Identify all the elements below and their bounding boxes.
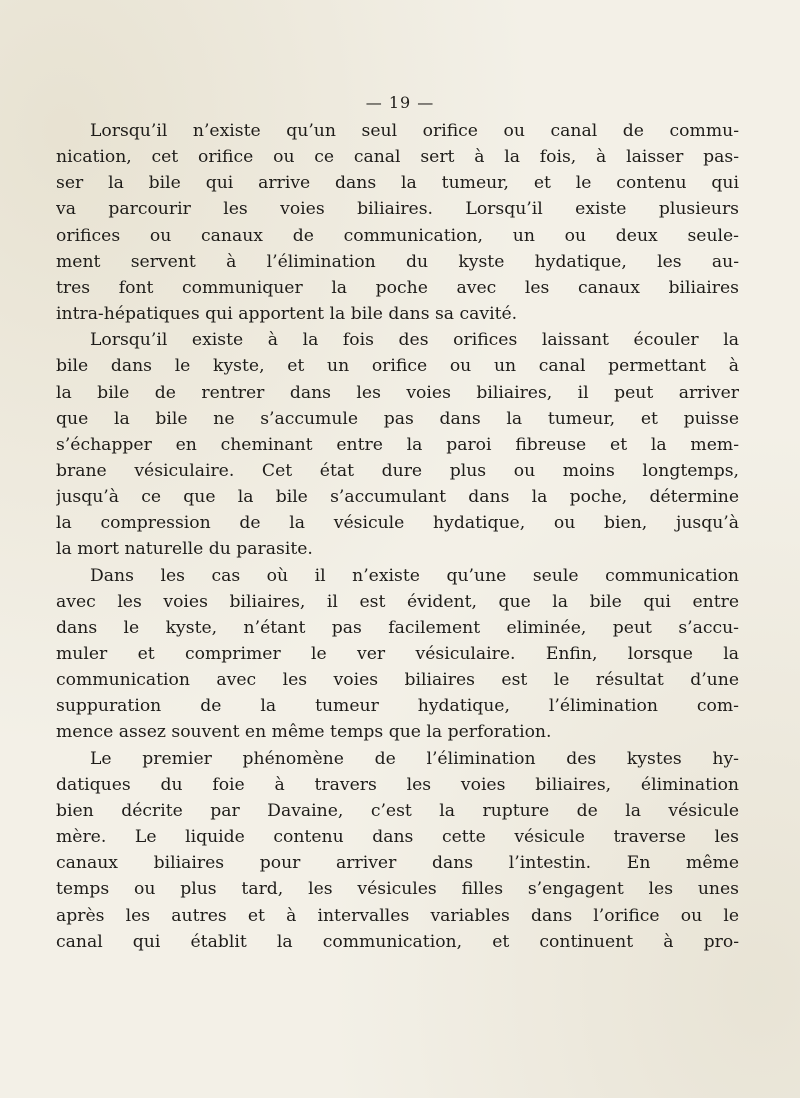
text-line: canaux biliaires pour arriver dans l’intestin. En même — [56, 853, 739, 874]
text-line: canal qui établit la communication, et continuent à pro- — [56, 931, 739, 952]
text-line: bien décrite par Davaine, c’est la rupture de la vésicule — [56, 800, 739, 821]
text-line: que la bile ne s’accumule pas dans la tumeur, et puisse — [56, 408, 739, 429]
text-line: suppuration de la tumeur hydatique, l’élimination com- — [56, 696, 739, 717]
text-line: Lorsqu’il existe à la fois des orifices laissant écouler la — [90, 330, 739, 351]
text-line: Dans les cas où il n’existe qu’une seule communication — [90, 565, 739, 586]
text-line: muler et comprimer le ver vésiculaire. Enfin, lorsque la — [56, 644, 739, 664]
text-line: intra-hépatiques qui apportent la bile dans sa cavité. — [56, 304, 518, 325]
text-line: dans le kyste, n’étant pas facilement eliminée, peut s’accu- — [56, 617, 739, 638]
text-line: mence assez souvent en même temps que la perforation. — [56, 722, 552, 743]
text-line: brane vésiculaire. Cet état dure plus ou moins longtemps, — [56, 460, 739, 481]
text-line: bile dans le kyste, et un orifice ou un canal permettant à — [56, 356, 739, 377]
text-line: la mort naturelle du parasite. — [56, 539, 313, 560]
text-line: s’échapper en cheminant entre la paroi fibreuse et la mem- — [56, 434, 739, 455]
text-line: mère. Le liquide contenu dans cette vésicule traverse les — [56, 827, 739, 848]
text-line: la bile de rentrer dans les voies biliaires, il peut arriver — [56, 382, 739, 403]
text-line: avec les voies biliaires, il est évident, que la bile qui entre — [56, 591, 739, 612]
text-line: nication, cet orifice ou ce canal sert à la fois, à laisser pas- — [56, 147, 739, 168]
text-line: Le premier phénomène de l’élimination des kystes hy- — [90, 748, 739, 769]
text-line: datiques du foie à travers les voies biliaires, élimination — [56, 774, 739, 795]
text-line: Lorsqu’il n’existe qu’un seul orifice ou canal de commu- — [90, 121, 739, 141]
text-line: orifices ou canaux de communication, un ou deux seule- — [56, 225, 739, 246]
text-line: tres font communiquer la poche avec les canaux biliaires — [56, 277, 739, 298]
text-line: va parcourir les voies biliaires. Lorsqu’il existe plusieurs — [56, 199, 739, 220]
text-line: temps ou plus tard, les vésicules filles s’engagent les unes — [56, 879, 739, 900]
text-line: jusqu’à ce que la bile s’accumulant dans la poche, détermine — [56, 487, 739, 508]
text-line: ser la bile qui arrive dans la tumeur, et le contenu qui — [56, 173, 739, 194]
text-line: communication avec les voies biliaires est le résultat d’une — [56, 670, 739, 691]
text-line: après les autres et à intervalles variables dans l’orifice ou le — [56, 905, 739, 926]
text-line: ment servent à l’élimination du kyste hydatique, les au- — [56, 251, 739, 272]
page-number: — 19 — — [365, 93, 435, 112]
text-line: la compression de la vésicule hydatique, ou bien, jusqu’à — [56, 513, 739, 534]
